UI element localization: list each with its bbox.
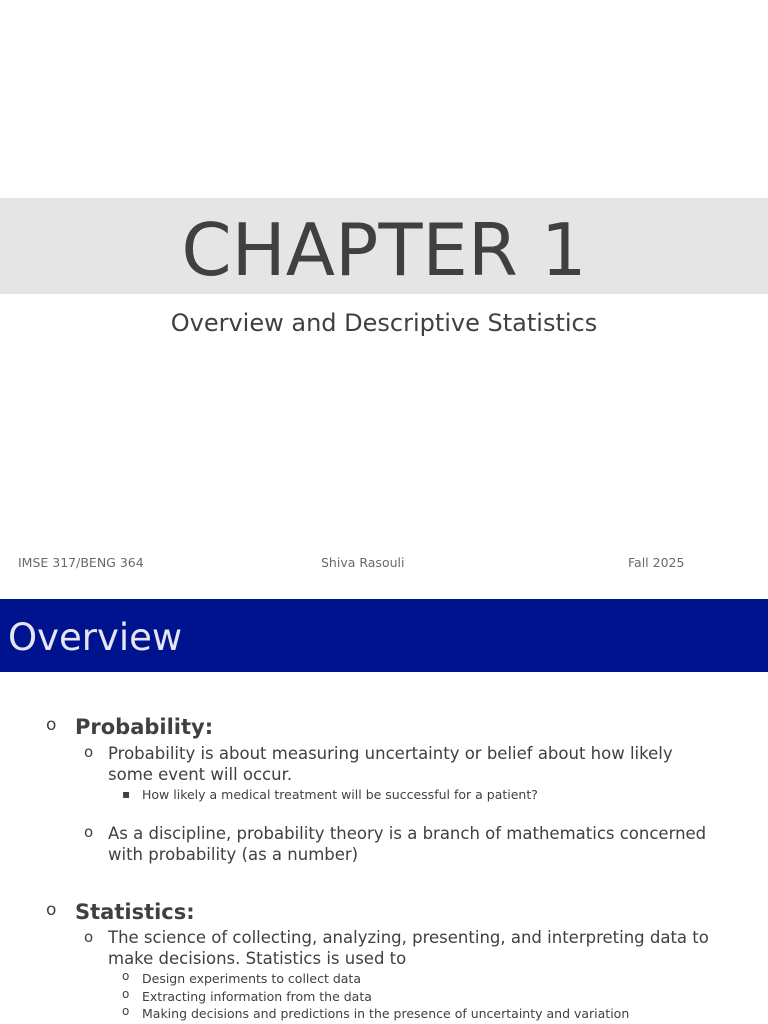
bullet-icon: o [46,900,57,920]
slide-header-band [0,599,768,672]
footer-author: Shiva Rasouli [321,555,405,570]
footer-course: IMSE 317/BENG 364 [18,555,144,570]
list-subitem: Design experiments to collect data [142,971,361,986]
list-item: As a discipline, probability theory is a branch of mathematics concerned with probability (as a number) [108,824,707,864]
section-heading-probability: Probability: [75,715,214,739]
overview-slide [0,598,768,1024]
footer-term: Fall 2025 [628,555,685,570]
bullet-icon: o [122,969,130,983]
bullet-icon: o [122,987,130,1001]
list-subitem: How likely a medical treatment will be successful for a patient? [142,787,538,802]
square-bullet-icon: ▪ [122,787,131,801]
chapter-title: CHAPTER 1 [181,208,587,292]
chapter-subtitle: Overview and Descriptive Statistics [170,309,598,337]
slide-title: Overview [8,616,183,659]
list-item: Probability is about measuring uncertainty or belief about how likely some event will occur. [108,744,673,784]
bullet-icon: o [122,1004,130,1018]
list-item: The science of collecting, analyzing, presenting, and interpreting data to make decisions. Statistics is used to [108,928,709,968]
section-heading-statistics: Statistics: [75,900,195,924]
bullet-icon: o [46,715,57,735]
list-subitem: Making decisions and predictions in the presence of uncertainty and variation [142,1006,630,1021]
bullet-icon: o [84,928,94,946]
bullet-icon: o [84,743,94,761]
list-subitem: Extracting information from the data [142,989,372,1004]
bullet-icon: o [84,823,94,841]
